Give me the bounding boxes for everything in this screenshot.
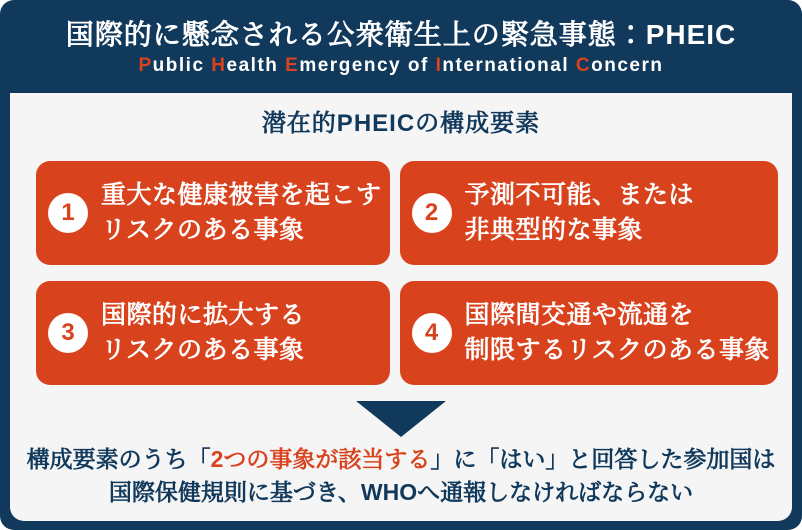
criteria-text <box>465 298 771 369</box>
conclusion-highlight: 2つの事象が該当する <box>210 446 431 472</box>
subtitle-text: ealth <box>226 54 286 76</box>
criteria-text-line: リスクのある事象 <box>101 336 305 364</box>
criteria-text-line: 予測不可能、または <box>464 180 695 209</box>
criteria-card-1 <box>36 161 390 265</box>
criteria-text-line: 国際間交通や流通を <box>464 300 695 329</box>
content-panel <box>10 93 792 521</box>
conclusion-text-part: 」に「はい」と回答した参加国は <box>430 446 776 472</box>
criteria-text-line: 制限するリスクのある事象 <box>464 336 771 364</box>
subtitle-text: of <box>407 54 436 76</box>
criteria-text-line: 非典型的な事象 <box>464 216 644 244</box>
conclusion-line-2: 国際保健規則に基づき、WHOへ通報しなければならない <box>108 478 694 505</box>
subtitle-initial: E <box>285 54 300 76</box>
item-number-badge: 1 <box>48 193 88 233</box>
criteria-text-line: リスクのある事象 <box>101 216 305 244</box>
subtitle-text: oncern <box>591 54 664 76</box>
conclusion-text <box>10 443 792 508</box>
criteria-text <box>101 298 305 369</box>
subtitle-initial: I <box>435 54 443 76</box>
item-number-badge: 2 <box>412 193 452 233</box>
subtitle-text: mergency <box>299 54 408 76</box>
section-title: 潜在的PHEICの構成要素 <box>261 110 541 137</box>
criteria-card-4 <box>400 281 779 385</box>
subtitle-initial: C <box>575 54 592 76</box>
criteria-text-line: 重大な健康被害を起こす <box>101 180 382 209</box>
header <box>0 0 802 95</box>
criteria-text <box>465 178 695 249</box>
conclusion-line-1 <box>10 443 792 476</box>
conclusion-text-part: 構成要素のうち「 <box>26 446 211 472</box>
criteria-text-line: 国際的に拡大する <box>101 300 306 329</box>
item-number-badge: 3 <box>48 313 88 353</box>
subtitle-initial: H <box>211 54 227 76</box>
criteria-text <box>101 178 382 249</box>
criteria-grid <box>36 161 770 385</box>
header-title-jp: 国際的に懸念される公衆衛生上の緊急事態：PHEIC <box>65 19 737 51</box>
criteria-card-3 <box>36 281 390 385</box>
subtitle-text: ublic <box>152 54 212 76</box>
subtitle-initial: P <box>138 54 153 76</box>
arrow-down-icon <box>356 401 446 437</box>
subtitle-text: nternational <box>442 54 576 76</box>
criteria-card-2 <box>400 161 779 265</box>
header-subtitle-en <box>138 56 663 77</box>
item-number-badge: 4 <box>412 313 452 353</box>
